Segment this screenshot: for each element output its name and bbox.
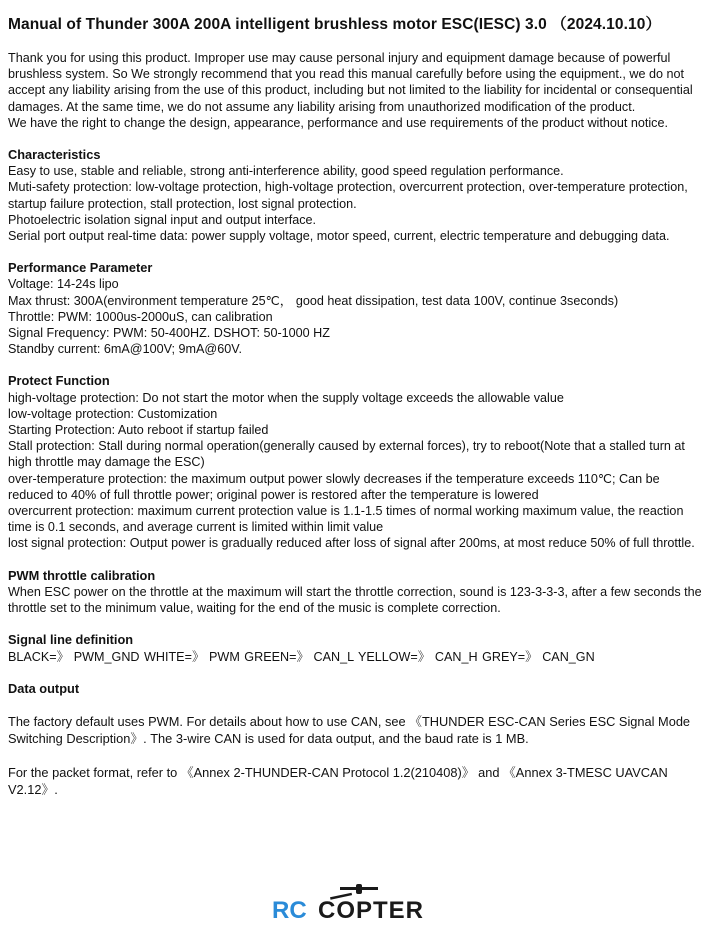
performance-heading: Performance Parameter [8, 260, 153, 276]
pwm-heading: PWM throttle calibration [8, 567, 156, 583]
intro-paragraph: Thank you for using this product. Improper use may cause personal injury and equipment damage because of powerful brushless system. So We strongly recommend that you read this manual carefully before using the equipment., we do not accept any liability arising from the use of this product, including but not limited to the liability for incidental or consequential damages. At the same time, we do not assume any liability arising from unauthorized modification of the product. [8, 51, 693, 114]
characteristics-heading: Characteristics [8, 147, 101, 163]
logo-rc-text: RC [272, 897, 307, 924]
signal-text: BLACK=》 PWM_GND WHITE=》 PWM GREEN=》 CAN_L YELLOW=》 CAN_H GREY=》 CAN_GN [8, 649, 595, 664]
protect-line: over-temperature protection: the maximum output power slowly decreases if the temperature exceeds 110℃; Can be reduced to 40% of full throttle power; original power is restored after the temperature is lowered [8, 471, 660, 502]
protect-line: Stall protection: Stall during normal operation(generally caused by external forces), try to reboot(Note that a stalled turn at high throttle may damage the ESC) [8, 439, 685, 470]
protect-line: Starting Protection: Auto reboot if startup failed [8, 423, 269, 438]
protect-line: high-voltage protection: Do not start the motor when the supply voltage exceeds the allowable value [8, 390, 564, 405]
data-output-packet-format: For the packet format, refer to 《Annex 2-THUNDER-CAN Protocol 1.2(210408)》 and 《Annex 3-TMESC UAVCAN V2.12》. [8, 764, 668, 798]
protect-line: lost signal protection: Output power is gradually reduced after loss of signal after 200ms, at most reduce 50% of full throttle. [8, 536, 695, 551]
rc-copter-logo [270, 884, 454, 924]
protect-heading: Protect Function [8, 373, 110, 389]
pwm-text: When ESC power on the throttle at the maximum will start the throttle correction, sound is 123-3-3-3, after a few seconds the throttle set to the minimum value, waiting for the end of the music is complete correction. [8, 584, 702, 616]
rc-copter-logo-svg [270, 884, 454, 924]
performance-line: Voltage: 14-24s lipo [8, 277, 119, 292]
signal-heading: Signal line definition [8, 632, 134, 648]
characteristics-line: Photoelectric isolation signal input and output interface. [8, 212, 317, 227]
performance-line: Signal Frequency: PWM: 50-400HZ. DSHOT: 50-1000 HZ [8, 326, 330, 341]
intro-rights: We have the right to change the design, appearance, performance and use requirements of the product without notice. [8, 115, 668, 130]
performance-line: Throttle: PWM: 1000us-2000uS, can calibration [8, 309, 273, 324]
data-output-heading: Data output [8, 680, 80, 696]
characteristics-line: Muti-safety protection: low-voltage protection, high-voltage protection, overcurrent protection, over-temperature protection, startup failure protection, stall protection, lost signal protection. [8, 180, 688, 211]
data-output-paragraph: The factory default uses PWM. For details about how to use CAN, see 《THUNDER ESC-CAN Series ESC Signal Mode Switching Description》. The 3-wire CAN is used for data output, and the baud rate is 1 MB. [8, 713, 691, 747]
performance-line: Max thrust: 300A(environment temperature 25℃， good heat dissipation, test data 100V, continue 3seconds) [8, 293, 619, 308]
protect-line: overcurrent protection: maximum current protection value is 1.1-1.5 times of normal working maximum value, the reaction time is 0.1 seconds, and average current is limited within limit value [8, 504, 684, 535]
performance-line: Standby current: 6mA@100V; 9mA@60V. [8, 342, 242, 357]
characteristics-line: Easy to use, stable and reliable, strong anti-interference ability, good speed regulation performance. [8, 164, 564, 179]
manual-page [8, 8, 708, 799]
page-title: Manual of Thunder 300A 200A intelligent brushless motor ESC(IESC) 3.0 （2024.10.10） [8, 16, 662, 33]
characteristics-line: Serial port output real-time data: power supply voltage, motor speed, current, electric temperature and debugging data. [8, 229, 670, 244]
protect-line: low-voltage protection: Customization [8, 406, 218, 421]
logo-copter-text: COPTER [318, 897, 425, 924]
